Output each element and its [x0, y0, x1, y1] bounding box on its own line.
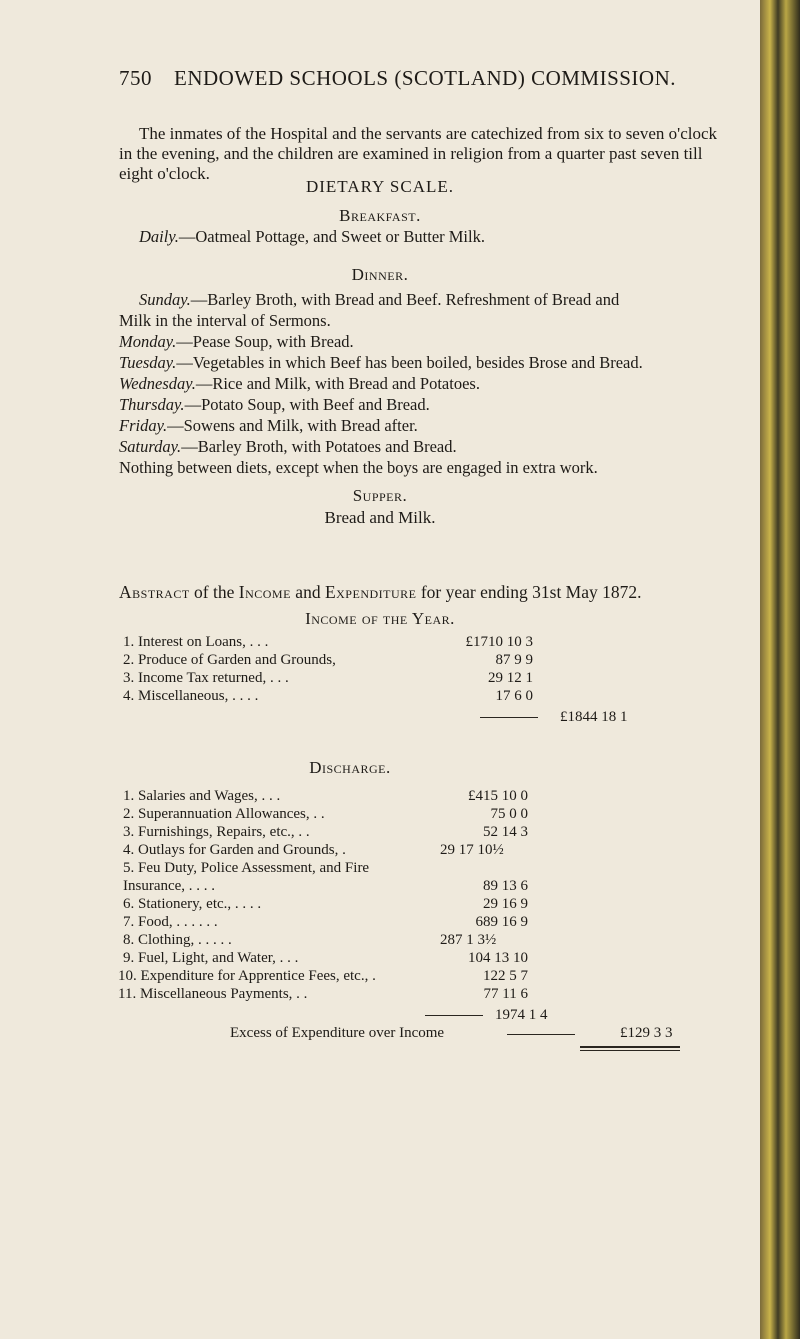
- dietary-title: DIETARY SCALE.: [305, 177, 454, 196]
- abstract-title: Abstract of the Income and Expenditure for year ending 31st May 1872.: [119, 582, 642, 602]
- supper-text: Bread and Milk.: [324, 508, 436, 527]
- income-rule: [480, 717, 538, 718]
- page-header: [119, 66, 676, 91]
- running-title: ENDOWED SCHOOLS (SCOTLAND) COMMISSION.: [174, 66, 677, 90]
- dinner-line: Tuesday.—Vegetables in which Beef has been boiled, besides Brose and Bread.: [119, 353, 643, 372]
- document-page: 750 ENDOWED SCHOOLS (SCOTLAND) COMMISSION. The inmates of the Hospital and the servants are catechized from six to seven o'clock in the evening, and the children are examined in religion from a quarter past seven till eight o'clock. DIETARY SCALE. Breakfast. Daily.—Oatmeal Pottage, and Sweet or Butter Milk. Dinner. Sunday.—Barley Broth, with Bread and Beef. Refreshment of Bread and Milk in the interval of Sermons. Monday.—Pease Soup, with Bread. Tuesday.—Vegetables in which Beef has been boiled, besides Brose and Bread. Wednesday.—Rice and Milk, with Bread and Potatoes. Thursday.—Potato Soup, with Beef and Bread. Friday.—Sowens and Milk, with Bread after. Saturday.—Barley Broth, with Potatoes and Bread. Nothing between diets, except when the boys are engaged in extra work. Supper. Bread and Milk. Abstract of the Income and Expenditure for year ending 31st May 1872. Income of the Year. 1. Interest on Loans, . . . £1710 10 3 2. Produce of Garden and Grounds, 87 9 9 3. Income Tax returned, . . . 29 12 1 4. Miscellaneous, . . . . 17 6 0 £1844 18 1 Discharge. 1. Salaries and Wages, . . . £415 10 0 2. Superannuation Allowances, . . 75 0 0 3. Furnishings, Repairs, etc., . . 52 14 3 4. Outlays for Garden and Grounds, . 29 17 10½ 5. Feu Duty, Police Assessment, and Fire Insurance, . . . . 89 13 6 6. Stationery, etc., . . . . 29 16 9 7. Food, . . . . . . 689 16 9 8. Clothing, . . . . . 287 1 3½ 9. Fuel, Light, and Water, . . . 104 13 10 10. Expenditure for Apprentice Fees, etc., . 122 5 7 11. Miscellaneous Payments, . . 77 11 6 1974 1 4 Excess of Expenditure over Income £129 3 3: [0, 0, 760, 1339]
- discharge-rule: [425, 1015, 483, 1016]
- dinner-line: Monday.—Pease Soup, with Bread.: [119, 332, 354, 351]
- breakfast-heading: Breakfast.: [339, 206, 421, 225]
- excess-label: Excess of Expenditure over Income: [230, 1025, 445, 1041]
- breakfast-line: Daily.—Oatmeal Pottage, and Sweet or Butter Milk.: [139, 227, 485, 246]
- dinner-line: Friday.—Sowens and Milk, with Bread after.: [119, 416, 418, 435]
- book-edge: [760, 0, 800, 1339]
- excess-amount: £129 3 3: [620, 1025, 673, 1041]
- excess-rule: [507, 1034, 575, 1035]
- supper-heading: Supper.: [352, 486, 408, 505]
- discharge-total: 1974 1 4: [495, 1007, 548, 1023]
- dinner-line: Sunday.—Barley Broth, with Bread and Beef. Refreshment of Bread and: [139, 290, 620, 309]
- page-number: 750: [119, 66, 152, 90]
- double-rule-bottom: [580, 1050, 680, 1051]
- income-heading: Income of the Year.: [305, 609, 455, 628]
- dinner-line: Nothing between diets, except when the boys are engaged in extra work.: [119, 458, 598, 477]
- dinner-line: Thursday.—Potato Soup, with Beef and Bread.: [119, 395, 430, 414]
- double-rule-top: [580, 1046, 680, 1048]
- dinner-line: Wednesday.—Rice and Milk, with Bread and Potatoes.: [119, 374, 480, 393]
- intro-paragraph: The inmates of the Hospital and the servants are catechized from six to seven o'clock in the evening, and the children are examined in religion from a quarter past seven till eight o'clock.: [119, 124, 718, 183]
- dinner-heading: Dinner.: [351, 265, 409, 284]
- income-total: £1844 18 1: [560, 709, 628, 725]
- discharge-heading: Discharge.: [309, 758, 391, 777]
- dinner-line: Saturday.—Barley Broth, with Potatoes and Bread.: [119, 437, 457, 456]
- dinner-line: Milk in the interval of Sermons.: [119, 311, 331, 330]
